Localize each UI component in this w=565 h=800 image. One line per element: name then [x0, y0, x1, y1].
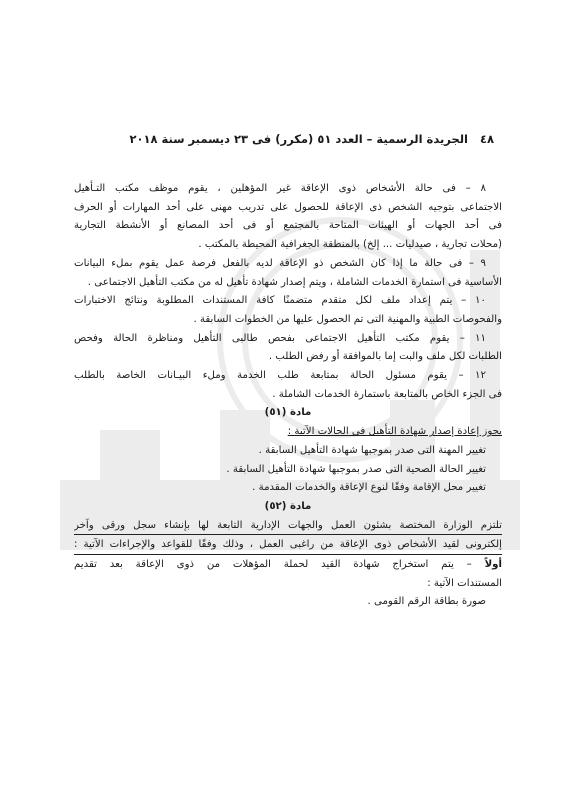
article-51-item-1: تغيير المهنة التى صدر بموجبها شهادة التأهيل السابقة . [258, 444, 486, 456]
paragraph-12-line-2: فى الجزء الخاص بالمتابعة باستمارة الخدمات الشاملة . [272, 388, 502, 400]
article-51-intro: يجوز إعادة إصدار شهادة التأهيل فى الحالات الآتية : [287, 426, 502, 438]
page-header [129, 132, 494, 146]
article-52-heading: مادة (٥٢) [264, 500, 312, 512]
first-label: أولاً [484, 559, 502, 571]
page-number: ٤٨ [479, 132, 494, 146]
paragraph-8-line-3: فى أحد الجهات أو الهيئات المتاحة بالمجتمع أو فى أحد المصانع أو الأنشطة التجارية [74, 220, 502, 232]
paragraph-9-line-2: الأساسية فى استمارة الخدمات الشاملة ، ويتم إصدار شهادة تأهيل له من مكتب التأهيل الاجتماعى . [87, 276, 502, 288]
article-51-item-3: تغيير محل الإقامة وفقًا لنوع الإعاقة والخدمات المقدمة . [252, 482, 486, 494]
article-51-heading: مادة (٥١) [264, 407, 312, 419]
header-title: الجريدة الرسمية – العدد ٥١ (مكرر) فى ٢٣ ديسمبر سنة ٢٠١٨ [129, 132, 468, 146]
article-52-first-item [74, 556, 502, 575]
paragraph-8-line-1: ٨ – فى حالة الأشخاص ذوى الإعاقة غير المؤهلين ، يقوم موظف مكتب التـأهيل [74, 183, 486, 194]
paragraph-8-line-4: (محلات تجارية ، صيدليات ... إلخ) بالمنطقة الجغرافية المحيطة بالمكتب . [198, 239, 502, 251]
article-52-line-2: إلكترونى لقيد الأشخاص ذوى الإعاقة من راغبى العمل ، وذلك وفقًا للقواعد والإجراءات الآتية : [74, 536, 502, 555]
paragraph-8-line-2: الاجتماعى بتوجيه الشخص ذى الإعاقة للحصول على تدريب مهنى على أحد المهارات أو الحرف [74, 201, 502, 213]
document-body [74, 180, 502, 612]
article-51-item-2: تغيير الحالة الصحية التى صدر بموجبها شهادة التأهيل السابقة . [226, 463, 486, 475]
article-52-line-1: تلتزم الوزارة المختصة بشئون العمل والجهات الإدارية التابعة لها بإنشاء سجل ورقى وآخر [74, 517, 502, 536]
article-52-first-item-line-2: المستندات الآتية : [427, 577, 502, 589]
paragraph-11-line-2: الطلبات لكل ملف والبت إما بالموافقة أو رفض الطلب . [268, 351, 502, 363]
paragraph-10-line-1: ١٠ – يتم إعداد ملف لكل متقدم متضمنًا كافة المستندات المطلوبة ونتائج الاختبارات [74, 295, 486, 307]
paragraph-11-line-1: ١١ – يقوم مكتب التأهيل الاجتماعى بفحص طالبى التأهيل ومناظرة الحالة وفحص [74, 332, 486, 344]
paragraph-10-line-2: والفحوصات الطبية والمهنية التى تم الحصول عليها من الخطوات السابقة . [193, 313, 502, 325]
article-52-document-1: صورة بطاقة الرقم القومى . [367, 596, 486, 608]
paragraph-9-line-1: ٩ – فى حالة ما إذا كان الشخص ذو الإعاقة لديه بالفعل فرصة عمل يقوم بملء البيانات [74, 257, 486, 269]
paragraph-12-line-1: ١٢ – يقوم مسئول الحالة بمتابعة طلب الخدمة وملء البيـانات الخاصة بالطلب [74, 370, 486, 382]
first-item-text: – يتم استخراج شهادة القيد لحملة المؤهلات من ذوى الإعاقة بعد تقديم [74, 559, 485, 571]
